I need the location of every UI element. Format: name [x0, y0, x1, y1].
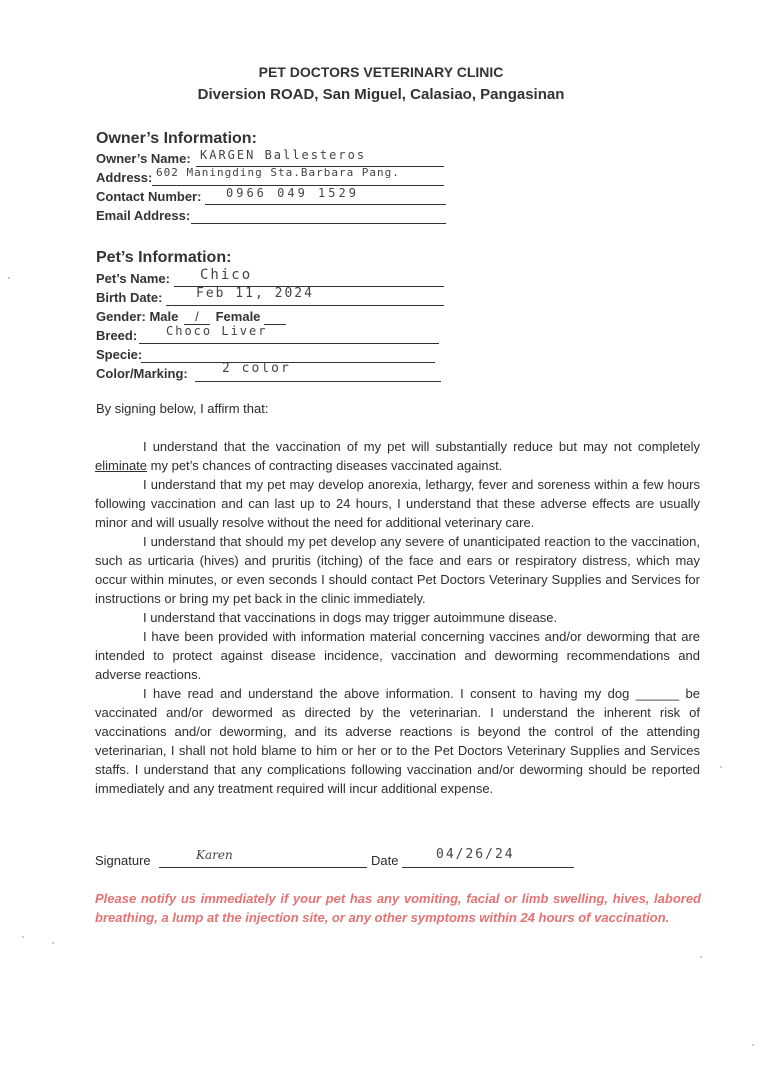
date-label: Date: [371, 853, 399, 868]
birth-date-label: Birth Date:: [96, 290, 163, 305]
signature-value: Karen: [196, 848, 233, 862]
consent-paragraph-5: I have been provided with information material concerning vaccines and/or deworming that are intended to protect against disease incidence, vaccination and deworming recommendations and adverse reactions.: [95, 629, 700, 682]
email-label: Email Address:: [96, 208, 191, 223]
gender-female-checkbox[interactable]: [264, 310, 286, 325]
gender-label: [96, 309, 286, 325]
signature-label: Signature: [95, 853, 151, 868]
scan-speck: [8, 277, 10, 279]
contact-number-value: 0966 049 1529: [226, 186, 359, 200]
consent-paragraph-2: I understand that my pet may develop anorexia, lethargy, fever and soreness within a few hours following vaccination and can last up to 24 hours, I understand that these adverse effects are usually minor and will usually resolve without the need for additional veterinary care.: [95, 477, 700, 530]
consent-paragraph-6: I have read and understand the above information. I consent to having my dog ______ be vaccinated and/or dewormed as directed by the veterinarian. I understand the inherent risk of vaccinations and/or deworming, and its adverse reactions is beyond the control of the attending veterinarian, I shall not hold blame to him or her or to the Pet Doctors Veterinary Supplies and Services staffs. I understand that any complications following vaccination and/or deworming should be reported immediately and any treatment required will incur additional expense.: [95, 686, 700, 796]
clinic-name: PET DOCTORS VETERINARY CLINIC: [258, 64, 504, 80]
affirm-intro: By signing below, I affirm that:: [96, 401, 269, 416]
clinic-address: Diversion ROAD, San Miguel, Calasiao, Pangasinan: [197, 86, 565, 103]
post-vaccination-notice: Please notify us immediately if your pet has any vomiting, facial or limb swelling, hives, labored breathing, a lump at the injection site, or any other symptoms within 24 hours of vaccination.: [95, 891, 701, 925]
owner-section-title: Owner’s Information:: [96, 130, 257, 147]
birth-date-value: Feb 11, 2024: [196, 286, 314, 301]
breed-value: Choco Liver: [166, 324, 268, 338]
gender-male-label: Gender: Male: [96, 309, 179, 324]
address-label: Address:: [96, 170, 153, 185]
consent-body: [95, 437, 700, 798]
scan-speck: [720, 766, 722, 768]
date-value: 04/26/24: [436, 847, 515, 862]
owner-name-label: Owner’s Name:: [96, 151, 191, 166]
pet-section-title: Pet’s Information:: [96, 249, 232, 266]
breed-label: Breed:: [96, 328, 138, 343]
pet-name-label: Pet’s Name:: [96, 271, 170, 286]
consent-paragraph-3: I understand that should my pet develop any severe of unanticipated reaction to the vaccination, such as urticaria (hives) and pruritis (itching) of the face and ears or respiratory distress, which may occur within minutes, or even seconds I should contact Pet Doctors Veterinary Supplies and Services for instructions or bring my pet back in the clinic immediately.: [95, 534, 700, 606]
owner-name-value: KARGEN Ballesteros: [200, 148, 367, 162]
consent-paragraph-4: I understand that vaccinations in dogs may trigger autoimmune disease.: [143, 610, 558, 625]
address-value: 602 Maningding Sta.Barbara Pang.: [156, 166, 400, 179]
scan-speck: [22, 936, 24, 938]
specie-label: Specie:: [96, 347, 143, 362]
color-marking-value: 2 color: [222, 361, 291, 376]
scan-speck: [700, 956, 702, 958]
consent-paragraph-1: I understand that the vaccination of my pet will substantially reduce but may not completely eliminate my pet’s chances of contracting diseases vaccinated against.: [95, 439, 700, 473]
signature-field[interactable]: [159, 851, 367, 868]
color-marking-label: Color/Marking:: [96, 366, 188, 381]
contact-number-label: Contact Number:: [96, 189, 202, 204]
gender-female-label: Female: [215, 309, 261, 324]
scan-speck: [752, 1044, 754, 1046]
pet-name-value: Chico: [200, 267, 253, 283]
email-field[interactable]: [191, 207, 446, 224]
scan-speck: [52, 942, 54, 944]
gender-male-checkbox[interactable]: /: [184, 309, 210, 325]
